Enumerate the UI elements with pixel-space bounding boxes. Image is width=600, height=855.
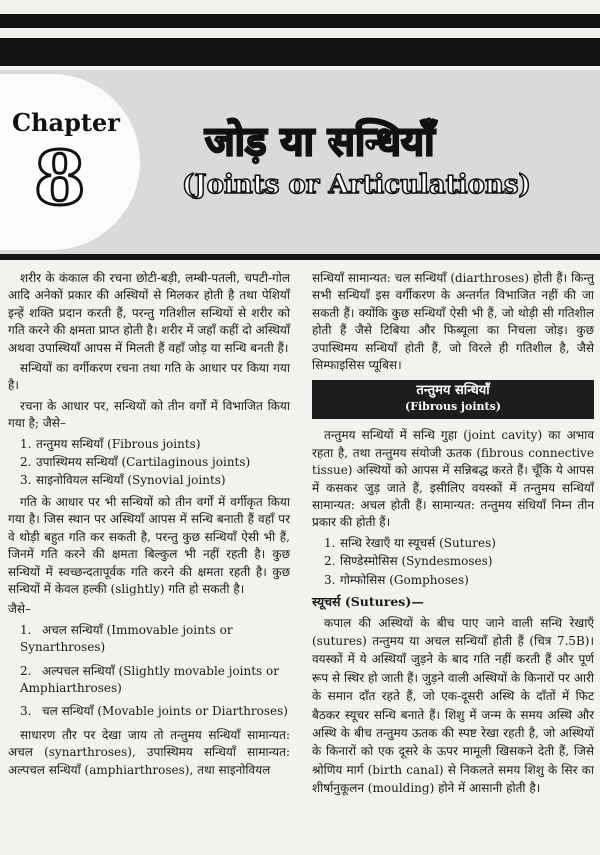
top-rule (0, 14, 600, 28)
section-heading (312, 380, 594, 419)
chapter-number: 8 (34, 136, 86, 222)
right-column (312, 270, 594, 801)
structure-list (8, 436, 290, 490)
left-column (8, 270, 290, 782)
fibrous-types-list (312, 535, 594, 589)
structure-paragraph: रचना के आधार पर, सन्धियों को तीन वर्गों में विभाजित किया गया है; जैसे– (8, 398, 290, 431)
list-item: 1. अचल सन्धियाँ (Immovable joints or Synarthroses) (20, 622, 233, 655)
chapter-label: Chapter (12, 108, 120, 137)
movement-paragraph: गति के आधार पर भी सन्धियों को तीन वर्गों में वर्गीकृत किया गया है। जिस स्थान पर अस्थियाँ आपस में सन्धि बनाती हैं वहाँ पर वे थोड़ी बहुत गति कर सकती है, परन्तु कुछ सन्धियाँ ऐसी भी हैं, जिनमें गति करने की क्षमता बिल्कुल भी नहीं रहती है। कुछ सन्धियों में स्वच्छन्दतापूर्वक गति करने की क्षमता रहती है। कुछ सन्धियों में केवल हल्की (slightly) गति हो सकती है। (8, 494, 290, 596)
summary-paragraph: साधारण तौर पर देखा जाय तो तन्तुमय सन्धियाँ सामान्यत: अचल (synarthroses), उपास्थिमय सन्धियाँ सामान्यत: अल्पचल सन्धियाँ (amphiarthroses), तथा साइनोवियल (8, 727, 290, 777)
list-item: 2. सिण्डेस्मोसिस (Syndesmoses) (324, 554, 493, 569)
header-band (0, 38, 600, 66)
movement-list (8, 622, 290, 721)
chapter-title-english: (Joints or Articulations) (182, 170, 531, 200)
chapter-title-hindi: जोड़ या सन्धियाँ (205, 119, 435, 165)
list-item: 2. अल्पचल सन्धियाँ (Slightly movable joints or Amphiarthroses) (20, 663, 279, 695)
list-item: 3. साइनोवियल सन्धियाँ (Synovial joints) (20, 473, 226, 488)
list-item: 1. सन्धि रेखाएँ या स्यूचर्स (Sutures) (324, 535, 496, 550)
list-item: 3. गोम्फोसिस (Gomphoses) (324, 572, 469, 587)
list-item: 3. चल सन्धियाँ (Movable joints or Diarthroses) (20, 704, 288, 719)
sutures-subheading: स्यूचर्स (Sutures)— (312, 594, 424, 610)
list-item: 1. तन्तुमय सन्धियाँ (Fibrous joints) (20, 436, 201, 451)
list-item: 2. उपास्थिमय सन्धियाँ (Cartilaginous joints) (20, 455, 251, 470)
classification-paragraph: सन्धियों का वर्गीकरण रचना तथा गति के आधार पर किया गया है। (8, 361, 290, 393)
example-label: जैसे– (8, 602, 32, 617)
continuation-paragraph: सन्धियाँ सामान्यत: चल सन्धियाँ (diarthroses) होती हैं। किन्तु सभी सन्धियाँ इस वर्गीकरण के अन्तर्गत विभाजित नहीं की जा सकती हैं। क्योंकि कुछ सन्धियाँ ऐसी भी हैं, जो थोड़ी सी गतिशील होती हैं जैसे टिबिया और फिब्यूला का निचला जोड़। कुछ उपास्थिमय सन्धियाँ होती हैं, जो विरले ही गतिशील है, जैसे सिम्फाइसिस प्यूबिस। (312, 271, 594, 373)
fibrous-paragraph: तन्तुमय सन्धियों में सन्धि गुहा (joint cavity) का अभाव रहता है, तथा तन्तुमय संयोजी ऊतक (fibrous connective tissue) अस्थियों को आपस में सन्निबद्ध करते हैं। चूँकि ये आपस में कसकर जुड़ जाते हैं, इसीलिए वयस्कों में तन्तुमय सन्धियाँ सामान्यत: अचल होती हैं। सामान्यत: तन्तुमय संधियाँ निम्न तीन प्रकार की होती हैं। (312, 428, 594, 530)
section-title-hindi: तन्तुमय सन्धियाँ (416, 383, 490, 399)
section-title-english: (Fibrous joints) (404, 400, 501, 414)
intro-paragraph: शरीर के कंकाल की रचना छोटी-बड़ी, लम्बी-पतली, चपटी-गोल आदि अनेकों प्रकार की अस्थियों से मिलकर होती है तथा पेशियाँ इन्हें शक्ति प्रदान करती हैं, परन्तु गतिशील सन्धियों से शरीर को गति करने की क्षमता प्राप्त होती है। शरीर में जहाँ कहीं दो अस्थियाँ अथवा उपास्थियाँ आपस में मिलती हैं वहाँ जोड़ या सन्धि बनती हैं। (8, 271, 290, 355)
sutures-paragraph: कपाल की अस्थियों के बीच पाए जाने वाली सन्धि रेखाएँ (sutures) तन्तुमय या अचल सन्धियाँ होती हैं (चित्र 7.5B)। वयस्कों में ये अस्थियाँ जुड़ने के बाद गति नहीं करती हैं और पूर्ण रूप से स्थिर हो जाती हैं। जुड़ने वाली अस्थियों के किनारों पर आरी के समान दाँत रहते हैं, जो एक-दूसरी अस्थि के दाँतों में फिट बैठकर स्यूचर सन्धि बनाते हैं। शिशु में जन्म के समय अस्थि और अस्थि के बीच तन्तुमय ऊतक की स्पष्ट रेखा रहती है, जो अस्थियों के किनारों को एक दूसरे के ऊपर मामूली खिसकने देती हैं, जिसे श्रोणिय मार्ग (birth canal) से निकलते समय शिशु के सिर का शीर्षानुकूलन (moulding) होने में आसानी होती है। (312, 615, 594, 796)
header-divider (0, 254, 600, 260)
